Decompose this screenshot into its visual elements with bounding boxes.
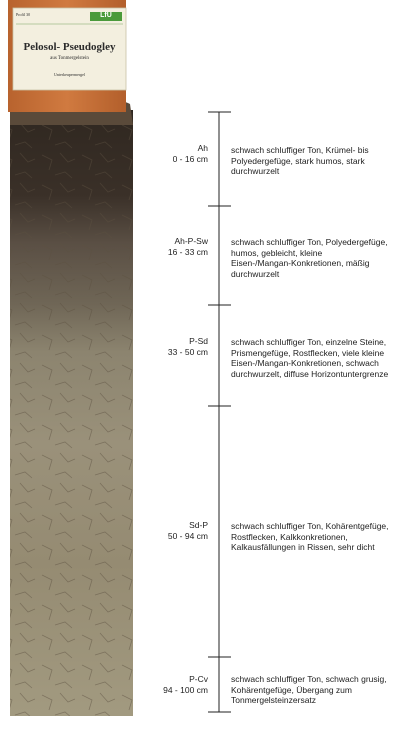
desc-line: durchwurzelt, diffuse Horizontuntergrenze [231, 368, 389, 379]
desc-line: schwach schluffiger Ton, Kohärentgefüge, [231, 521, 389, 531]
desc-line: Eisen-/Mangan-Konkretionen, mäßig [231, 258, 370, 268]
desc-line: schwach schluffiger Ton, Polyedergefüge, [231, 237, 388, 247]
sign-profile-no: Profil 30 [16, 12, 31, 17]
sign-logo-text: LfU [100, 12, 112, 19]
desc-line: Tonmergelsteinzersatz [231, 695, 317, 705]
horizon-description [231, 337, 401, 379]
soil-texture [10, 110, 133, 716]
horizon-name: Ah-P-Sw [174, 236, 208, 246]
desc-line: durchwurzelt [231, 166, 280, 176]
desc-line: Kohärentgefüge, Übergang zum [231, 684, 352, 695]
horizon-description [231, 145, 401, 177]
desc-line: durchwurzelt [231, 268, 280, 279]
horizon-name: Sd-P [189, 520, 208, 530]
sign-title: Pelosol- Pseudogley [23, 41, 116, 53]
desc-line: Prismengefüge, Rostflecken, viele kleine [231, 347, 385, 358]
horizon-description [231, 674, 401, 706]
horizon-depth: 50 - 94 cm [167, 531, 208, 541]
desc-line: Eisen-/Mangan-Konkretionen, schwach [231, 358, 379, 368]
horizon-depth: 33 - 50 cm [167, 347, 208, 357]
horizon-depth: 94 - 100 cm [163, 685, 208, 695]
horizon-depth: 0 - 16 cm [172, 154, 208, 164]
desc-line: humos, gebleicht, kleine [231, 247, 323, 258]
horizon-depth: 16 - 33 cm [167, 247, 208, 257]
sign-subtitle: aus Tonmergelstein [50, 56, 89, 61]
desc-line: Kalkausfällungen in Rissen, sehr dicht [231, 542, 375, 552]
desc-line: schwach schluffiger Ton, Krümel- bis [231, 145, 369, 155]
desc-line: Rostflecken, Kalkkonkretionen, [231, 531, 348, 542]
sign-footer: Unterkeupermergel [53, 72, 86, 77]
desc-line: schwach schluffiger Ton, einzelne Steine, [231, 337, 387, 347]
horizon-description [231, 237, 401, 279]
horizon-name: P-Sd [189, 336, 208, 346]
horizon-name: P-Cv [189, 674, 208, 684]
desc-line: schwach schluffiger Ton, schwach grusig, [231, 674, 387, 684]
horizon-description [231, 521, 401, 553]
horizon-name: Ah [197, 143, 208, 153]
desc-line: Polyedergefüge, stark humos, stark [231, 155, 365, 166]
